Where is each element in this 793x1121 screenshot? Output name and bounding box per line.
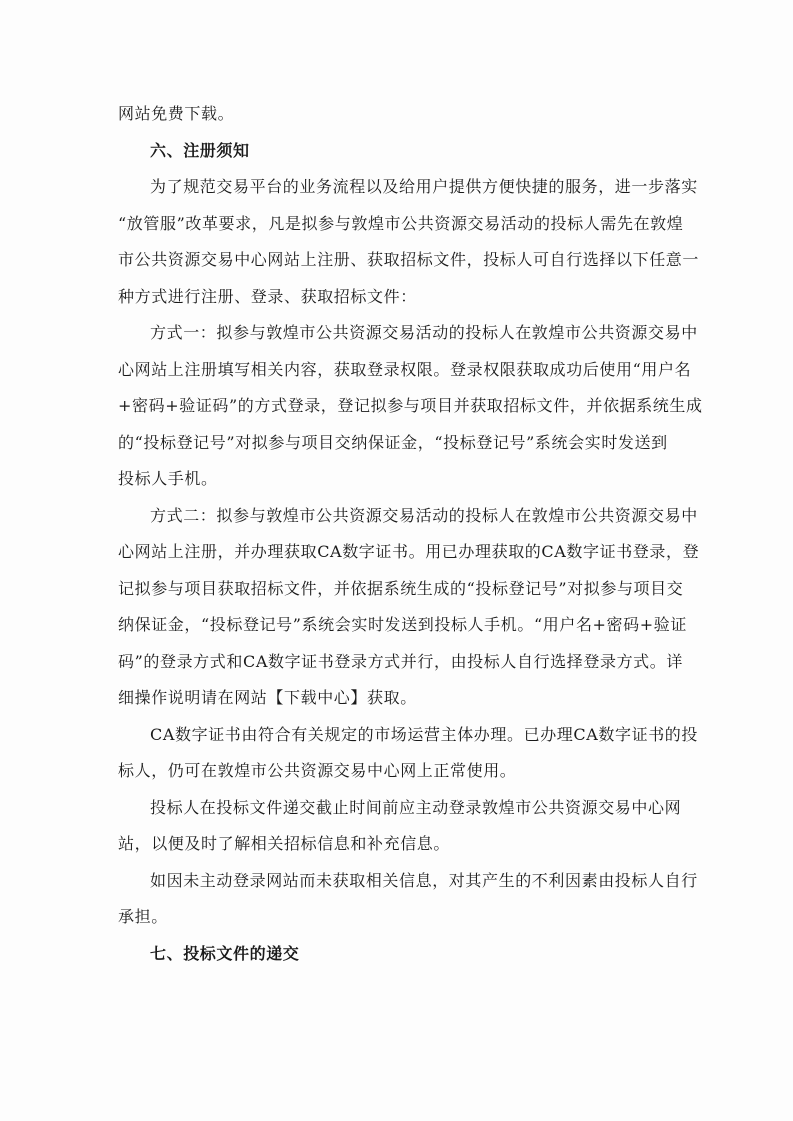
paragraph-method-two-line: 细操作说明请在网站【下载中心】获取。 xyxy=(118,688,417,707)
paragraph-method-one-line: 投标人手机。 xyxy=(118,469,218,488)
document-body xyxy=(118,96,703,972)
paragraph-method-one-line: +密码+验证码”的方式登录，登记拟参与项目并获取招标文件，并依据系统生成 xyxy=(118,396,703,415)
paragraph-liability-line: 承担。 xyxy=(118,907,168,926)
paragraph-login-reminder-line: 投标人在投标文件递交截止时间前应主动登录敦煌市公共资源交易中心网 xyxy=(150,797,682,817)
paragraph-liability-line: 如因未主动登录网站而未获取相关信息，对其产生的不利因素由投标人自行 xyxy=(150,870,698,890)
paragraph-method-one-line: 心网站上注册填写相关内容，获取登录权限。登录权限获取成功后使用“用户名 xyxy=(118,359,692,379)
paragraph-method-one-line: 的“投标登记号”对拟参与项目交纳保证金，“投标登记号”系统会实时发送到 xyxy=(118,432,668,452)
paragraph-ca-certificate-line: 标人，仍可在敦煌市公共资源交易中心网上正常使用。 xyxy=(118,761,517,780)
paragraph-intro-line: “放管服”改革要求，凡是拟参与敦煌市公共资源交易活动的投标人需先在敦煌 xyxy=(118,213,684,233)
paragraph-method-two-line: 方式二：拟参与敦煌市公共资源交易活动的投标人在敦煌市公共资源交易中 xyxy=(150,505,698,525)
paragraph-method-two-line: 记拟参与项目获取招标文件，并依据系统生成的“投标登记号”对拟参与项目交 xyxy=(118,578,684,598)
paragraph-intro-line: 为了规范交易平台的业务流程以及给用户提供方便快捷的服务，进一步落实 xyxy=(150,177,698,196)
paragraph-intro-line: 种方式进行注册、登录、获取招标文件： xyxy=(118,286,417,306)
paragraph-method-two-line: 心网站上注册，并办理获取CA数字证书。用已办理获取的CA数字证书登录，登 xyxy=(118,542,700,561)
paragraph-method-two-line: 纳保证金，“投标登记号”系统会实时发送到投标人手机。“用户名+密码+验证 xyxy=(118,615,687,634)
paragraph-login-reminder-line: 站，以便及时了解相关招标信息和补充信息。 xyxy=(118,834,451,853)
text-line: 网站免费下载。 xyxy=(118,104,235,123)
paragraph-method-one-line: 方式一：拟参与敦煌市公共资源交易活动的投标人在敦煌市公共资源交易中 xyxy=(150,323,698,342)
paragraph-intro-line: 市公共资源交易中心网站上注册、获取招标文件，投标人可自行选择以下任意一 xyxy=(118,250,700,269)
section-heading-registration: 六、注册须知 xyxy=(150,140,250,160)
paragraph-method-two-line: 码”的登录方式和CA数字证书登录方式并行，由投标人自行选择登录方式。详 xyxy=(118,651,683,671)
section-heading-bid-submission: 七、投标文件的递交 xyxy=(150,943,300,963)
paragraph-ca-certificate-line: CA数字证书由符合有关规定的市场运营主体办理。已办理CA数字证书的投 xyxy=(150,724,698,744)
